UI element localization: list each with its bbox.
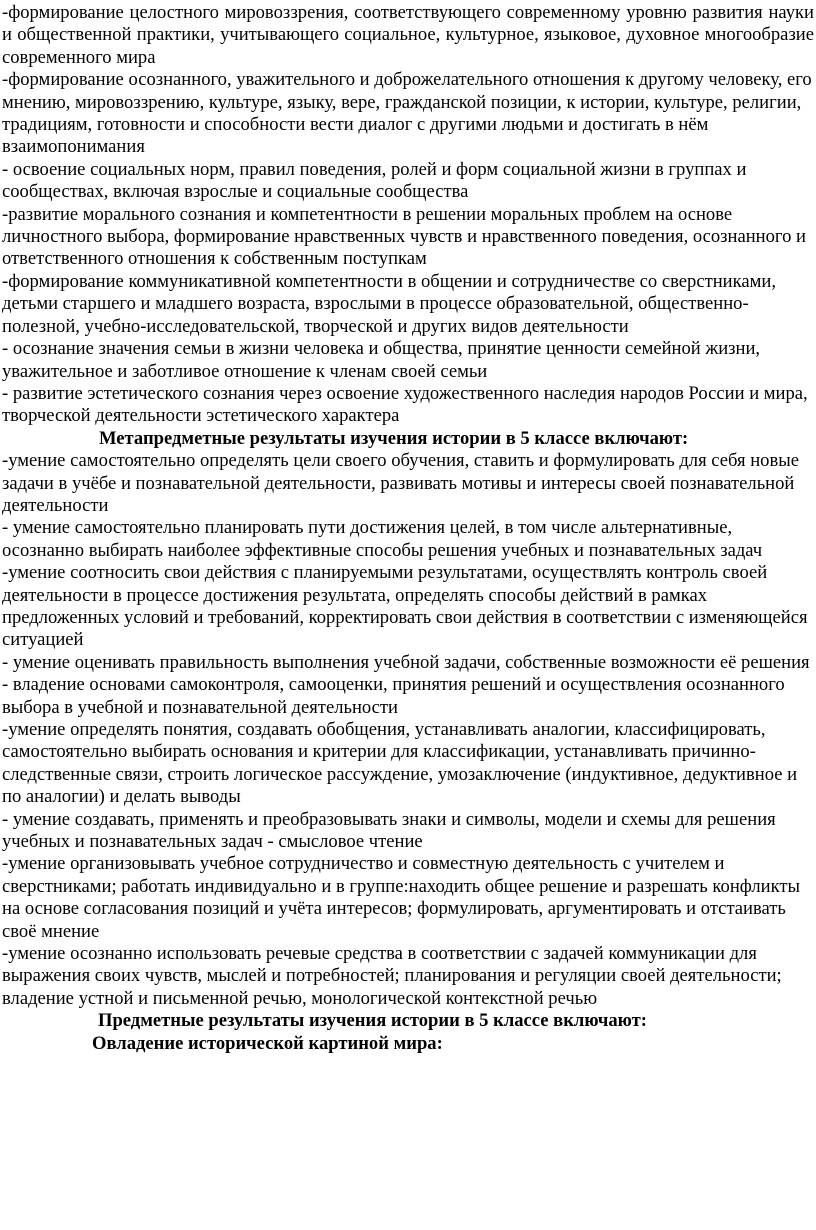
personal-result-7: - развитие эстетического сознания через освоение художественного наследия народов России и мира, творческой деятельности эстетического характера	[2, 382, 808, 427]
meta-result-6: -умение определять понятия, создавать обобщения, устанавливать аналогии, классифицировать, самостоятельно выбирать основания и критерии для классификации, устанавливать причинно-следственные связи, строить логическое рассуждение, умозаключение (индуктивное, дедуктивное и по аналогии) и делать выводы	[2, 719, 798, 808]
meta-result-5: - владение основами самоконтроля, самооценки, принятия решений и осуществления осознанного выбора в учебной и познавательной деятельности	[2, 674, 785, 718]
personal-result-1: -формирование целостного мировоззрения, соответствующего современному уровню развития науки и общественной практики, учитывающего социальное, культурное, языковое, духовное многообразие современного мира	[2, 2, 814, 68]
meta-result-4: - умение оценивать правильность выполнения учебной задачи, собственные возможности её решения	[2, 651, 810, 673]
meta-result-7: - умение создавать, применять и преобразовывать знаки и символы, модели и схемы для решения учебных и познавательных задач - смысловое чтение	[2, 808, 776, 853]
meta-result-1: -умение самостоятельно определять цели своего обучения, ставить и формулировать для себя новые задачи в учёбе и познавательной деятельности, развивать мотивы и интересы своей познавательной деятельности	[2, 450, 799, 516]
meta-result-9: -умение осознанно использовать речевые средства в соответствии с задачей коммуникации для выражения своих чувств, мыслей и потребностей; планирования и регуляции своей деятельности; владение устной и письменной речью, монологической контекстной речью	[2, 943, 782, 1009]
personal-result-3: - освоение социальных норм, правил поведения, ролей и форм социальной жизни в группах и сообществах, включая взрослые и социальные сообщества	[2, 158, 747, 203]
personal-result-5: -формирование коммуникативной компетентности в общении и сотрудничестве со сверстниками, детьми старшего и младшего возраста, взрослыми в процессе образовательной, общественно-полезной, учебно-исследовательской, творческой и других видов деятельности	[2, 270, 776, 337]
historical-picture-subheading: Овладение исторической картиной мира:	[92, 1032, 443, 1054]
subject-results-heading: Предметные результаты изучения истории в 5 классе включают:	[98, 1010, 647, 1032]
meta-results-heading: Метапредметные результаты изучения истории в 5 классе включают:	[99, 427, 689, 449]
personal-result-4: -развитие морального сознания и компетентности в решении моральных проблем на основе личностного выбора, формирование нравственных чувств и нравственного поведения, осознанного и ответственного отношения к собственным поступкам	[2, 203, 806, 270]
meta-result-3: -умение соотносить свои действия с планируемыми результатами, осуществлять контроль своей деятельности в процессе достижения результата, определять способы действий в рамках предложенных условий и требований, корректировать свои действия в соответствии с изменяющейся ситуацией	[2, 562, 808, 651]
meta-result-2: - умение самостоятельно планировать пути достижения целей, в том числе альтернативные, осознанно выбирать наиболее эффективные способы решения учебных и познавательных задач	[2, 517, 763, 561]
personal-result-6: - осознание значения семьи в жизни человека и общества, принятие ценности семейной жизни, уважительное и заботливое отношение к членам своей семьи	[2, 338, 761, 382]
meta-result-8: -умение организовывать учебное сотрудничество и совместную деятельность с учителем и сверстниками; работать индивидуально и в группе:находить общее решение и разрешать конфликты на основе согласования позиций и учёта интересов; формулировать, аргументировать и отстаивать своё мнение	[2, 853, 800, 942]
personal-result-2: -формирование осознанного, уважительного и доброжелательного отношения к другому человеку, его мнению, мировоззрению, культуре, языку, вере, гражданской позиции, к истории, культуре, религии, традициям, готовности и способности вести диалог с другими людьми и достигать в нём взаимопонимания	[2, 69, 812, 158]
